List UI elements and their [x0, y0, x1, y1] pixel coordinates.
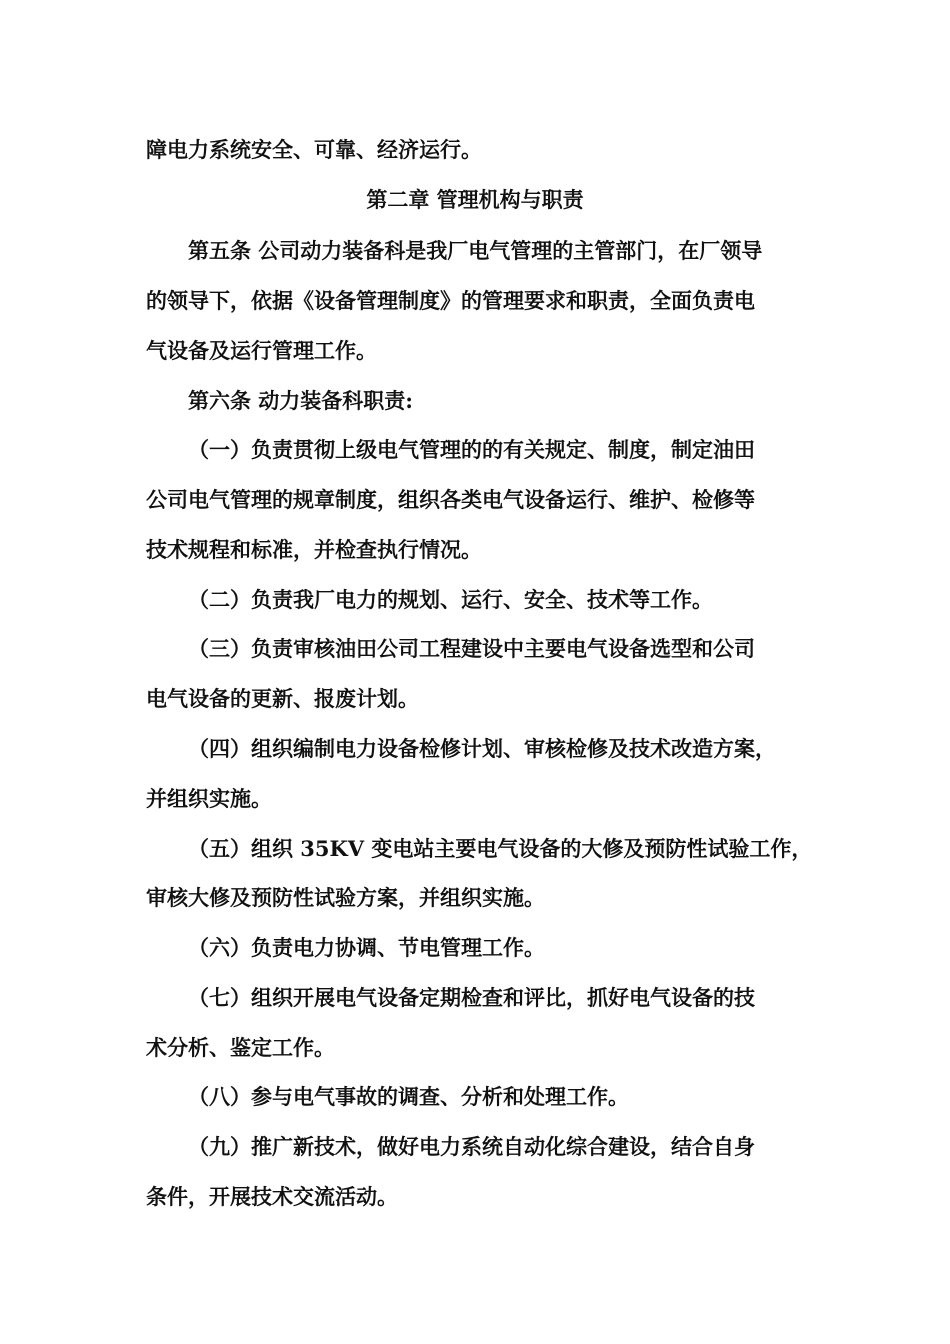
item-7-line: （七）组织开展电气设备定期检查和评比，抓好电气设备的技 — [188, 985, 755, 1010]
text-line: 电气设备的更新、报废计划。 — [146, 686, 419, 711]
text-line: 审核大修及预防性试验方案，并组织实施。 — [146, 885, 545, 910]
text-line: 公司电气管理的规章制度，组织各类电气设备运行、维护、检修等 — [146, 487, 755, 512]
item-8-line: （八）参与电气事故的调查、分析和处理工作。 — [188, 1084, 629, 1109]
item-1-line: （一）负责贯彻上级电气管理的的有关规定、制度，制定油田 — [188, 437, 755, 462]
article-5-line: 第五条 公司动力装备科是我厂电气管理的主管部门，在厂领导 — [188, 238, 763, 263]
text-line: 条件，开展技术交流活动。 — [146, 1184, 398, 1209]
text-line: 的领导下，依据《设备管理制度》的管理要求和职责，全面负责电 — [146, 288, 755, 313]
text-line: 技术规程和标准，并检查执行情况。 — [146, 537, 482, 562]
item-3-line: （三）负责审核油田公司工程建设中主要电气设备选型和公司 — [188, 636, 755, 661]
text-line: 术分析、鉴定工作。 — [146, 1035, 335, 1060]
item-6-line: （六）负责电力协调、节电管理工作。 — [188, 935, 545, 960]
item-2-line: （二）负责我厂电力的规划、运行、安全、技术等工作。 — [188, 587, 713, 612]
text-line: 障电力系统安全、可靠、经济运行。 — [146, 137, 482, 162]
item-4-line: （四）组织编制电力设备检修计划、审核检修及技术改造方案， — [188, 736, 776, 761]
text-line: 并组织实施。 — [146, 786, 272, 811]
article-6-line: 第六条 动力装备科职责: — [188, 388, 414, 413]
text-line: 气设备及运行管理工作。 — [146, 338, 377, 363]
item-9-line: （九）推广新技术，做好电力系统自动化综合建设，结合自身 — [188, 1134, 755, 1159]
item-5-line: （五）组织 35KV 变电站主要电气设备的大修及预防性试验工作， — [188, 836, 813, 861]
chapter-heading: 第二章 管理机构与职责 — [366, 187, 584, 212]
